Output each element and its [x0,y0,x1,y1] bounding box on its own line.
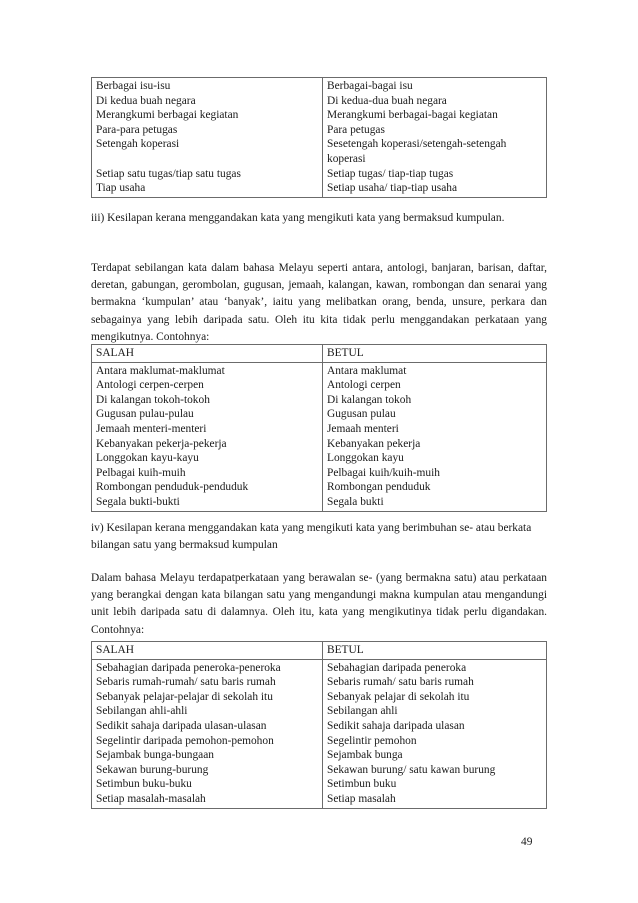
cell-line: Sesetengah koperasi/setengah-setengah [327,138,507,151]
cell-line: Di kedua-dua buah negara [327,94,447,107]
column-header-betul: BETUL [323,642,547,660]
cell-line: Kebanyakan pekerja [327,437,421,450]
table-cell-right [323,362,547,511]
cell-line-blank [96,152,318,167]
column-header-betul: BETUL [323,345,547,363]
cell-line: Para-para petugas [96,123,178,136]
cell-line: Di kalangan tokoh [327,393,412,406]
cell-line: Kebanyakan pekerja-pekerja [96,437,227,450]
cell-line: Setiap tugas/ tiap-tiap tugas [327,167,454,180]
cell-line: Setengah koperasi [96,138,180,151]
cell-line: Setiap masalah-masalah [96,792,206,805]
cell-line: Sejambak bunga [327,749,403,762]
cell-line: Setiap satu tugas/tiap satu tugas [96,167,241,180]
cell-line: Segelintir pemohon [327,734,417,747]
cell-line: Sedikit sahaja daripada ulasan-ulasan [96,719,267,732]
page-number: 49 [521,836,533,848]
cell-line: Jemaah menteri-menteri [96,422,207,435]
paragraph-iii: Terdapat sebilangan kata dalam bahasa Melayu seperti antara, antologi, banjaran, barisan, daftar, deretan, gabungan, gerombolan, gugusan, jemaah, kalangan, kawan, rombongan dan senarai yang bermakna ‘kumpulan’ atau ‘banyak’, iaitu yang melibatkan orang, benda, unsure, perkara dan sebagainya yang lebih daripada satu. Oleh itu kita tidak perlu menggandakan perkataan yang mengikutnya. Contohnya: [91,262,547,343]
table-cell-right [323,78,547,198]
cell-line: Berbagai isu-isu [96,80,171,92]
column-header-salah: SALAH [92,642,323,660]
table-usage-corrections [91,77,547,198]
cell-line: koperasi [327,152,366,165]
cell-line: Sekawan burung-burung [96,763,209,776]
cell-line: Setimbun buku [327,778,397,791]
cell-line: Segala bukti [327,495,384,508]
table-salah-betul-1 [91,344,547,512]
cell-line: Gugusan pulau-pulau [96,408,194,421]
cell-line: Pelbagai kuih/kuih-muih [327,466,440,479]
cell-line: Sebahagian daripada peneroka-peneroka [96,661,281,674]
cell-line: Sebanyak pelajar di sekolah itu [327,690,470,703]
table-header-row [92,345,547,363]
cell-line: Sebaris rumah/ satu baris rumah [327,676,474,689]
table-cell-left [92,659,323,808]
cell-line: Sedikit sahaja daripada ulasan [327,719,465,732]
cell-line: Setiap masalah [327,792,396,805]
column-header-salah: SALAH [92,345,323,363]
cell-line: Merangkumi berbagai kegiatan [96,109,239,122]
cell-line: Antologi cerpen [327,379,401,392]
cell-line: Sekawan burung/ satu kawan burung [327,763,496,776]
cell-line: Sebaris rumah-rumah/ satu baris rumah [96,676,276,689]
cell-line: Antara maklumat-maklumat [96,364,225,377]
cell-line: Segala bukti-bukti [96,495,180,508]
cell-line: Merangkumi berbagai-bagai kegiatan [327,109,498,122]
cell-line: Sebilangan ahli [327,705,398,718]
cell-line: Gugusan pulau [327,408,396,421]
table-row [92,78,547,198]
cell-line: Rombongan penduduk-penduduk [96,481,249,494]
cell-line: Sebahagian daripada peneroka [327,661,467,674]
table-cell-right [323,659,547,808]
table-cell-left [92,78,323,198]
cell-line: Berbagai-bagai isu [327,80,413,92]
table-salah-betul-2 [91,641,547,809]
cell-line: Rombongan penduduk [327,481,431,494]
table-header-row [92,642,547,660]
table-cell-left [92,362,323,511]
cell-line: Jemaah menteri [327,422,399,435]
table-row [92,362,547,511]
section-heading-iii: iii) Kesilapan kerana menggandakan kata yang mengikuti kata yang bermaksud kumpulan. [91,212,505,224]
section-heading-iv: iv) Kesilapan kerana menggandakan kata yang mengikuti kata yang berimbuhan se- atau berkata bilangan satu yang bermaksud kumpulan [91,522,532,552]
cell-line: Sebanyak pelajar-pelajar di sekolah itu [96,690,273,703]
cell-line: Di kedua buah negara [96,94,196,107]
cell-line: Longgokan kayu [327,452,404,465]
cell-line: Tiap usaha [96,182,146,195]
table-row [92,659,547,808]
cell-line: Segelintir daripada pemohon-pemohon [96,734,274,747]
cell-line: Pelbagai kuih-muih [96,466,186,479]
cell-line: Di kalangan tokoh-tokoh [96,393,210,406]
cell-line: Antara maklumat [327,364,407,377]
paragraph-iv: Dalam bahasa Melayu terdapatperkataan yang berawalan se- (yang bermakna satu) atau perkataan yang berangkai dengan kata bilangan satu yang mengandungi makna kumpulan atau mengandungi unit lebih daripada satu di dalamnya. Oleh itu, kata yang mengikutinya tidak perlu digandakan. Contohnya: [91,572,547,636]
cell-line: Para petugas [327,123,385,136]
cell-line: Setimbun buku-buku [96,778,192,791]
cell-line: Sebilangan ahli-ahli [96,705,188,718]
cell-line: Setiap usaha/ tiap-tiap usaha [327,182,458,195]
cell-line: Longgokan kayu-kayu [96,452,199,465]
cell-line: Antologi cerpen-cerpen [96,379,204,392]
cell-line: Sejambak bunga-bungaan [96,749,214,762]
